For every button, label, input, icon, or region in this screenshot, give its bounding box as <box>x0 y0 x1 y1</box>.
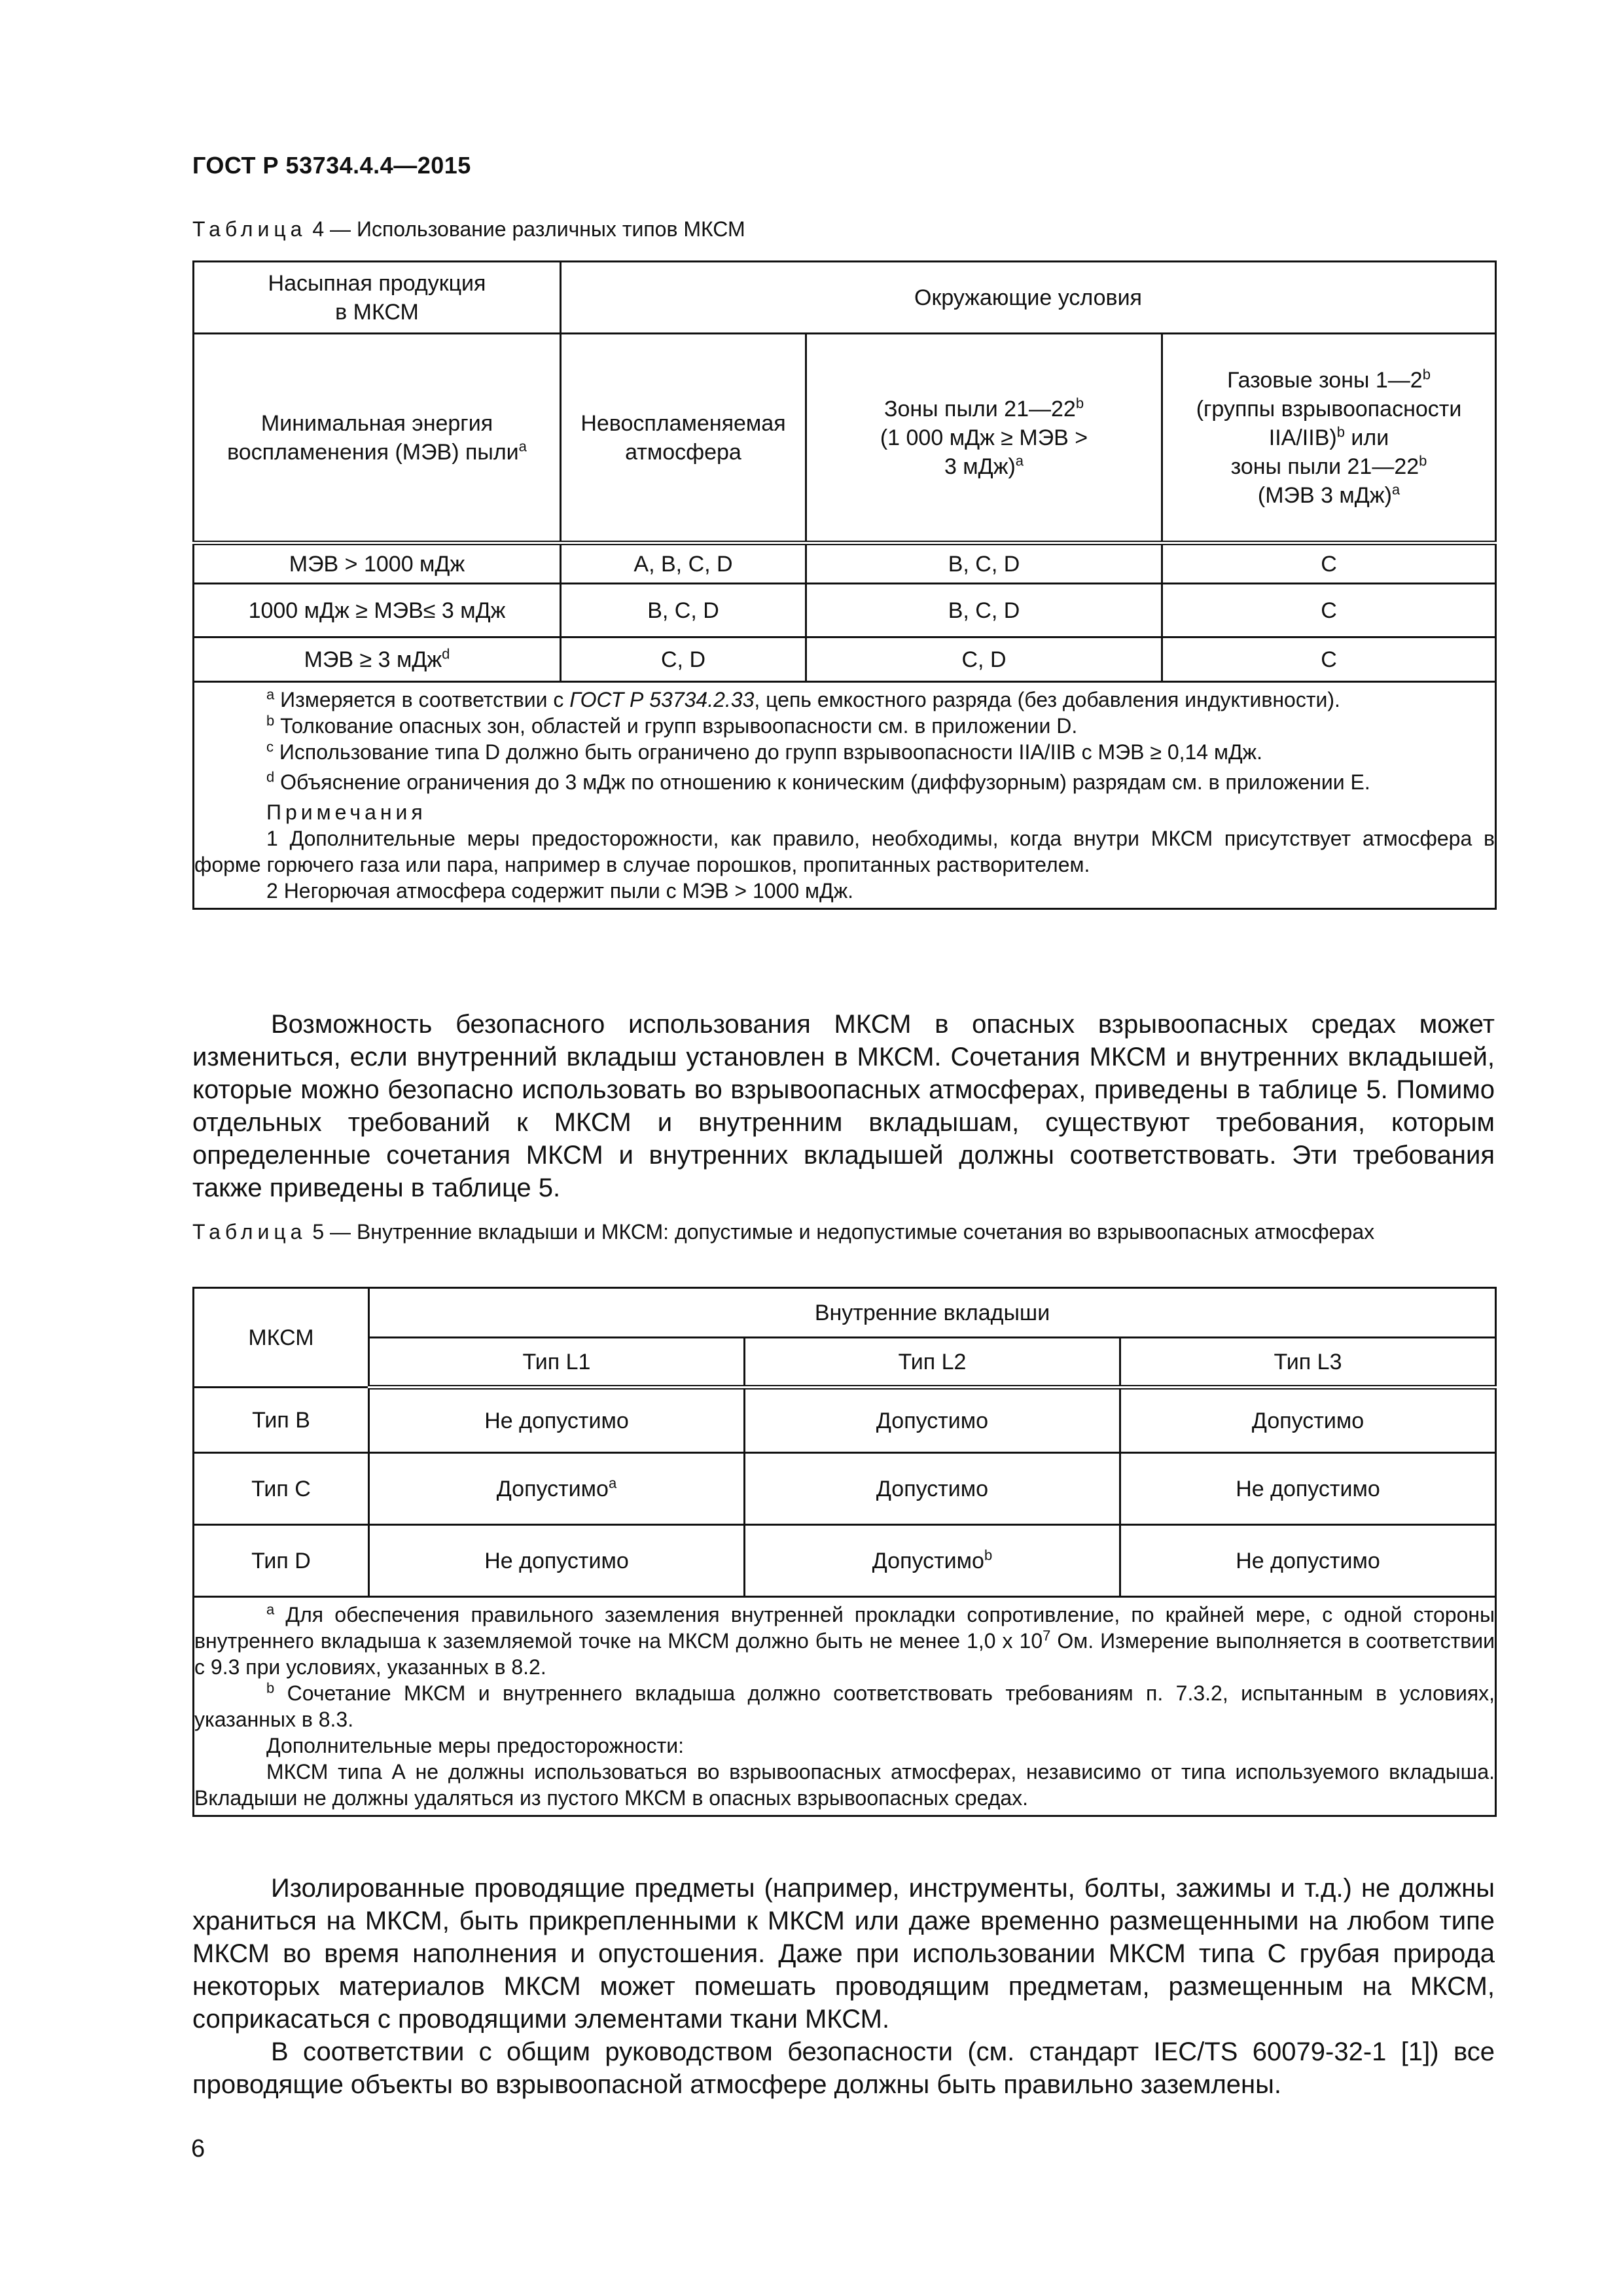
paragraph-2-3 <box>192 1872 1495 2101</box>
table-cell <box>1120 1525 1496 1597</box>
table-cell <box>1120 1388 1496 1453</box>
footnote-mark: b <box>1422 366 1431 383</box>
cell-text: Допустимо <box>876 1476 989 1501</box>
table4-env-header: Окружающие условия <box>561 262 1496 334</box>
row-label-text: 1000 мДж ≥ МЭВ≤ 3 мДж <box>248 598 506 623</box>
liner-type-l1: Тип L1 <box>369 1338 745 1388</box>
table4-col0-header: Насыпная продукция в МКСМ <box>194 262 561 334</box>
table-cell <box>1120 1453 1496 1525</box>
row-label <box>194 637 561 682</box>
footnote-mark: d <box>442 645 450 662</box>
sub-header-line: (1 000 мДж ≥ МЭВ > <box>880 425 1088 450</box>
footnote-mark: a <box>608 1475 617 1492</box>
footnote-mark: b <box>984 1547 993 1564</box>
sub-header-line: зоны пыли 21—22 <box>1230 454 1419 479</box>
cell-text: Не допустимо <box>484 1548 629 1573</box>
footnote-b <box>194 1680 1495 1732</box>
table-5 <box>192 1287 1497 1817</box>
footnote-mark: a <box>266 1601 275 1618</box>
footnote-text: Сочетание МКСМ и внутреннего вкладыша должно соответствовать требованиям п. 7.3.2, испытанным в условиях, указанных в 8.3. <box>194 1681 1495 1731</box>
paragraph-1 <box>192 1008 1495 1204</box>
table5-caption <box>192 1219 1495 1245</box>
cell-text: Допустимо <box>496 1476 609 1501</box>
footnote-text: Толкование опасных зон, областей и групп взрывоопасности см. в приложении D. <box>274 714 1078 738</box>
table-row <box>194 1388 1496 1453</box>
footnote-mark: a <box>1015 452 1024 469</box>
footnote-a <box>194 687 1495 713</box>
table5-liners-header: Внутренние вкладыши <box>369 1288 1496 1338</box>
sub-header-line: IIA/IIB) <box>1268 425 1337 450</box>
row-label: Тип D <box>194 1525 369 1597</box>
table-cell: A, B, C, D <box>561 543 806 584</box>
table5-caption-text: 5 — Внутренние вкладыши и МКСМ: допустимые и недопустимые сочетания во взрывоопасных атмосферах <box>306 1220 1375 1244</box>
table4-row-header-label: Минимальная энергия воспламенения (МЭВ) пыли <box>227 410 519 465</box>
table-row <box>194 1453 1496 1525</box>
cell-text: Допустимо <box>1251 1408 1364 1433</box>
table5-col0-header: МКСМ <box>194 1288 369 1388</box>
footnote-a <box>194 1602 1495 1680</box>
footnote-mark: a <box>1391 481 1400 498</box>
footnote-mark: a <box>266 686 275 703</box>
table-cell: B, C, D <box>806 584 1162 637</box>
table4-caption-prefix: Таблица <box>192 217 307 241</box>
table-cell: C, D <box>806 637 1162 682</box>
table4-footnotes <box>194 682 1496 909</box>
table4-caption <box>192 216 1495 242</box>
row-label: Тип B <box>194 1388 369 1453</box>
table4-sub-header-gas-zones <box>1162 334 1496 543</box>
standard-reference: ГОСТ Р 53734.2.33 <box>569 688 755 711</box>
table-cell <box>369 1453 745 1525</box>
sub-header-line: 3 мДж) <box>944 454 1016 479</box>
table5-footnotes <box>194 1597 1496 1816</box>
cell-text: Допустимо <box>872 1548 984 1573</box>
table-row <box>194 637 1496 682</box>
table-cell <box>369 1525 745 1597</box>
footnote-text: Измеряется в соответствии с <box>274 688 570 711</box>
table4-sub-header-dust-zones <box>806 334 1162 543</box>
footnote-mark: b <box>1075 395 1084 412</box>
table-row <box>194 584 1496 637</box>
row-label: Тип C <box>194 1453 369 1525</box>
document-id: ГОСТ Р 53734.4.4—2015 <box>192 152 471 179</box>
extra-precautions-title: Дополнительные меры предосторожности: <box>266 1734 684 1757</box>
table-cell: B, C, D <box>561 584 806 637</box>
table-cell: C, D <box>561 637 806 682</box>
notes-title <box>194 799 1495 825</box>
footnote-mark: b <box>266 712 275 729</box>
footnote-mark: b <box>1419 452 1427 469</box>
sub-header-line: Зоны пыли 21—22 <box>883 396 1076 422</box>
table-cell: C <box>1162 543 1496 584</box>
table-cell: C <box>1162 637 1496 682</box>
cell-text: Не допустимо <box>1236 1548 1380 1573</box>
row-label-text: МЭВ ≥ 3 мДж <box>304 647 442 672</box>
table-4 <box>192 260 1497 910</box>
table4-caption-text: 4 — Использование различных типов МКСМ <box>306 217 745 241</box>
paragraph-text: Возможность безопасного использования МКСМ в опасных взрывоопасных средах может измениться, если внутренний вкладыш установлен в МКСМ. Сочетания МКСМ и внутренних вкладышей, которые можно безопасно использовать во взрывоопасных атмосферах, приведены в таблице 5. Помимо отдельных требований к МКСМ и внутренним вкладышам, существуют требования, которым определенные сочетания МКСМ и внутренних вкладышей должны соответствовать. Эти требования также приведены в таблице 5. <box>192 1010 1495 1202</box>
paragraph-text: В соответствии с общим руководством безопасности (см. стандарт IEC/TS 60079-32-1 [1]) все проводящие объекты во взрывоопасной атмосфере должны быть правильно заземлены. <box>192 2037 1495 2099</box>
notes-title-text: Примечания <box>266 800 427 824</box>
note-2: 2 Негорючая атмосфера содержит пыли с МЭВ > 1000 мДж. <box>266 879 854 903</box>
cell-text: Допустимо <box>876 1408 989 1433</box>
extra-precautions-text: МКСМ типа А не должны использоваться во взрывоопасных атмосферах, независимо от типа используемого вкладыша. Вкладыши не должны удаляться из пустого МКСМ в опасных взрывоопасных средах. <box>194 1760 1495 1810</box>
table-cell <box>369 1388 745 1453</box>
cell-text: Не допустимо <box>484 1408 629 1433</box>
paragraph-text: Изолированные проводящие предметы (например, инструменты, болты, зажимы и т.д.) не должны храниться на МКСМ, быть прикрепленными к МКСМ или даже временно размещенными на любом типе МКСМ во время наполнения и опустошения. Даже при использовании МКСМ типа С грубая природа некоторых материалов МКСМ может помешать проводящим предметам, размещенным на МКСМ, соприкасаться с проводящими элементами ткани МКСМ. <box>192 1874 1495 2034</box>
table-row <box>194 543 1496 584</box>
row-label-text: МЭВ > 1000 мДж <box>289 551 465 577</box>
footnote-text: Для обеспечения правильного заземления внутренней прокладки сопротивление, по крайней мере, с одной стороны внутреннего вкладыша к заземляемой точке на МКСМ должно быть не менее 1,0 х 10 <box>194 1603 1495 1653</box>
liner-type-l3: Тип L3 <box>1120 1338 1496 1388</box>
footnote-c <box>194 739 1495 765</box>
note-1: 1 Дополнительные меры предосторожности, как правило, необходимы, когда внутри МКСМ присутствует атмосфера в форме горючего газа или пара, например в случае порошков, пропитанных растворителем. <box>194 827 1495 876</box>
table-cell <box>745 1388 1120 1453</box>
sub-header-line: (группы взрывоопасности <box>1196 396 1462 422</box>
table-cell: C <box>1162 584 1496 637</box>
table4-row-header <box>194 334 561 543</box>
liner-type-l2: Тип L2 <box>745 1338 1120 1388</box>
row-label <box>194 584 561 637</box>
footnote-text: Ом. Измерение выполняется в соответствии с 9.3 при условиях, указанных в 8.2. <box>194 1629 1495 1679</box>
table-cell: B, C, D <box>806 543 1162 584</box>
footnote-text: , цепь емкостного разряда (без добавления индуктивности). <box>754 688 1340 711</box>
footnote-mark: c <box>266 738 274 755</box>
footnote-text: Объяснение ограничения до 3 мДж по отношению к коническим (диффузорным) разрядам см. в приложении Е. <box>274 770 1370 794</box>
cell-text: Не допустимо <box>1236 1476 1380 1501</box>
table-cell <box>745 1453 1120 1525</box>
footnote-mark: a <box>518 438 527 455</box>
sub-header-line: (МЭВ 3 мДж) <box>1257 482 1392 508</box>
table5-caption-prefix: Таблица <box>192 1220 307 1244</box>
sub-header-line: Газовые зоны 1—2 <box>1227 367 1423 393</box>
footnote-mark: d <box>266 768 275 785</box>
footnote-text: Использование типа D должно быть ограничено до групп взрывоопасности IIA/IIB с МЭВ ≥ 0,14 мДж. <box>274 740 1262 764</box>
row-label <box>194 543 561 584</box>
exponent: 7 <box>1043 1627 1051 1644</box>
page-number: 6 <box>191 2135 205 2162</box>
footnote-mark: b <box>266 1679 275 1696</box>
footnote-d <box>194 769 1495 795</box>
table-row <box>194 1525 1496 1597</box>
footnote-b <box>194 713 1495 739</box>
sub-header-line: или <box>1344 425 1389 450</box>
table4-sub-header-nonflammable: Невоспламеняемая атмосфера <box>561 334 806 543</box>
table-cell <box>745 1525 1120 1597</box>
footnote-mark: b <box>1336 423 1345 440</box>
